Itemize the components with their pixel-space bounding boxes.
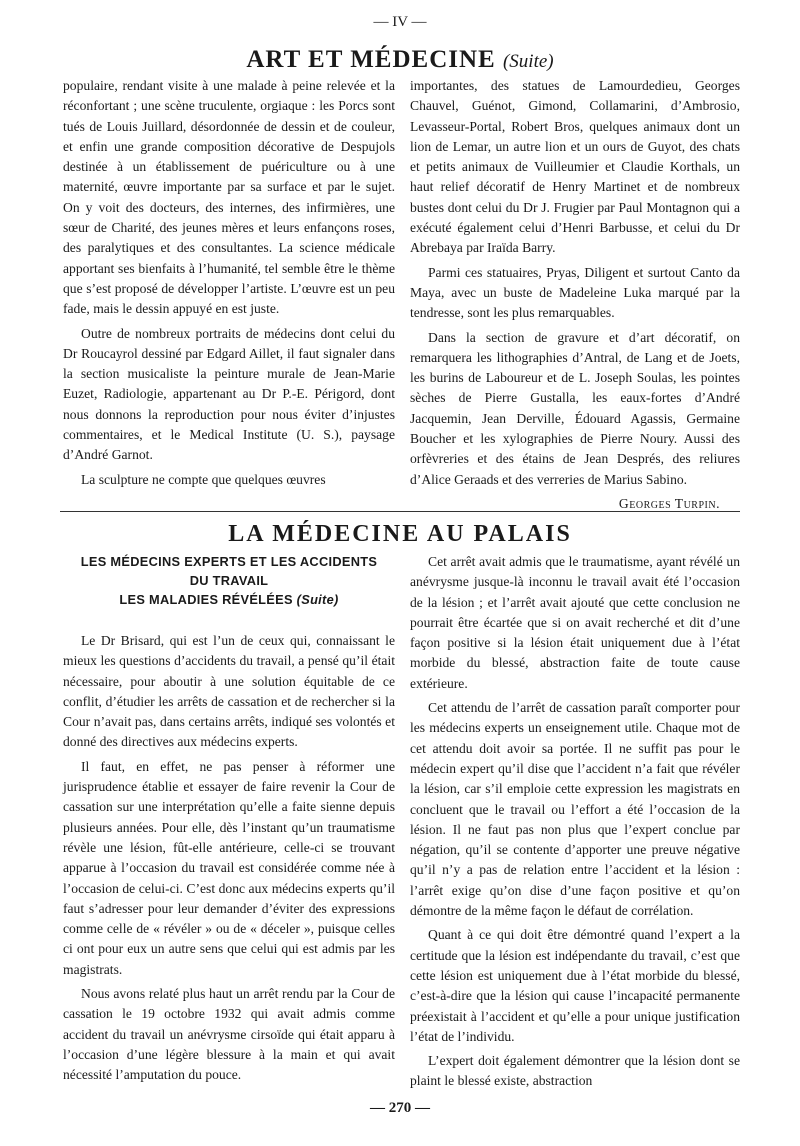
article-title-medecine-au-palais: LA MÉDECINE AU PALAIS <box>228 521 572 547</box>
paragraph: Cet attendu de l’arrêt de cassation paraît comporter pour les médecins experts un enseignement utile. Chaque mot de cet attendu doit avoir sa portée. Il ne suffit pas pour le médecin expert qu’il dise que l’accident n’a fait que révéler la lésion, car s’il emploie cette expression les magistrats en concluent que le travail ou l’effort a été l’occasion de la lésion. Il ne faut pas non plus que l’expert conclue par négation, qu’il se contente d’apporter une preuve négative qu’il n’y a pas de relation entre l’accident et la lésion : l’arrêt exige qu’on dise d’une façon positive et qu’on démontre de la même façon le défaut de corrélation. <box>410 700 740 919</box>
article-title-text: ART ET MÉDECINE <box>246 46 496 73</box>
article-title-suite: (Suite) <box>502 51 554 72</box>
subheading-text: LES MALADIES RÉVÉLÉES <box>119 592 293 607</box>
author-signature: Georges Turpin. <box>618 495 720 511</box>
section-divider <box>60 511 740 512</box>
paragraph: Parmi ces statuaires, Pryas, Diligent et surtout Canto da Maya, avec un buste de Madeleine Luka marqué par la tendresse, sont les plus remarquables. <box>410 264 740 321</box>
article1-right-column <box>410 76 740 514</box>
article1-left-column <box>63 76 395 490</box>
article2-right-column <box>410 552 740 1092</box>
paragraph: Il faut, en effet, ne pas penser à réformer une jurisprudence établie et essayer de faire revenir la Cour de cassation sur une interprétation qu’elle a faite sienne depuis plusieurs années. Pour elle, dès l’instant qu’un traumatisme révèle une lésion, fût-elle antérieure, celle-ci se trouvant apparue à l’occasion du travail est considérée comme née à l’occasion de celui-ci. C’est donc aux médecins experts qu’il faut s’adresser pour leur demander d’éviter des expressions comme celle de « révéler » ou de « déceler », puisque celles ci ont pour eux un autre sens que celui qui est admis par les magistrats. <box>63 758 395 977</box>
article2-left-column <box>63 552 395 1086</box>
running-head: — IV — <box>373 14 427 30</box>
subheading-line: LES MÉDECINS EXPERTS ET LES ACCIDENTS <box>80 554 378 569</box>
paragraph: Quant à ce qui doit être démontré quand l’expert a la certitude que la lésion est indépendante du travail, c’est que cette lésion est uniquement due à l’état morbide du blessé, c’est-à-dire que la lésion qui cause l’incapacité permanente préexistait à l’accident et qu’elle a pour unique justification l’état de l’individu. <box>410 927 740 1044</box>
paragraph: L’expert doit également démontrer que la lésion dont se plaint le blessé existe, abstraction <box>410 1053 740 1089</box>
paragraph: populaire, rendant visite à une malade à peine relevée et la réconfortant ; une scène truculente, orgiaque : les Porcs sont tués de Louis Juillard, désordonnée de dessin et de couleur, et enfin une grande composition décorative de Despujols destinée à un établissement de puériculture ou à une maternité, œuvre importante par sa surface et par le sujet. On y voit des docteurs, des internes, des infirmières, une sœur de Charité, des jeunes mères et leurs enfançons roses, des paralytiques et des consultantes. La science médicale apportant ses bienfaits à l’humanité, tel semble être le thème que s’est proposé de développer l’artiste. L’œuvre est un peu fade, mais le dessin appuyé en est juste. <box>63 78 395 317</box>
article2-subheadings <box>63 552 395 609</box>
paragraph: Le Dr Brisard, qui est l’un de ceux qui, connaissant le mieux les questions d’accidents du travail, a pensé qu’il était nécessaire, pour aboutir à une solution équitable de ce conflit, d’étudier les arrêts de cassation et de rechercher si la Cour n’avait pas, dans certains arrêts, indiqué ses volontés et donné des directives aux médecins experts. <box>63 633 395 750</box>
article-title-art-et-medecine <box>0 46 800 76</box>
subheading-line <box>63 590 395 609</box>
paragraph: Nous avons relaté plus haut un arrêt rendu par la Cour de cassation le 19 octobre 1932 qui avait admis comme accident du travail un anévrysme cirsoïde qui était apparu à l’occasion d’une légère blessure à la main et qui avait nécessité l’amputation du pouce. <box>63 986 395 1083</box>
paragraph: La sculpture ne compte que quelques œuvres <box>81 471 326 487</box>
paragraph: Outre de nombreux portraits de médecins dont celui du Dr Roucayrol dessiné par Edgard Aillet, il faut signaler dans la section musicaliste la peinture murale de Jean-Marie Euzet, Radiologie, appartenant au Dr P.-E. Périgord, dont nous donnons la reproduction pour nous éviter d’injustes commentaires, et le Medical Institute (U. S.), paysage d’André Garnot. <box>63 325 395 463</box>
subheading-line: DU TRAVAIL <box>189 573 269 588</box>
paragraph: Cet arrêt avait admis que le traumatisme, ayant révélé un anévrysme jusque-là inconnu le travail avait été l’occasion de la lésion ; et l’arrêt avait ajouté que cette conclusion ne pourrait être écartée que si on avait recherché et dit d’une façon positive si la lésion était uniquement due à l’état morbide du blessé, abstraction faite de toute cause extérieure. <box>410 554 740 691</box>
paragraph: importantes, des statues de Lamourdedieu, Georges Chauvel, Guénot, Gimond, Collamarini, d’Ambrosio, Levasseur-Portal, Robert Bros, quelques animaux dont un lion de Lemar, un autre lion et un ours de Guyot, des chats et petits animaux de Vuilleumier et Claudie Korthals, un haut relief décoratif de Henry Martinet et de nombreux bustes dont celui du Dr J. Frugier par Paul Montagnon qui a exécuté également celui d’Henri Barbusse, et celui du Dr Abrebaya par Iraïda Barry. <box>410 78 740 256</box>
paragraph: Dans la section de gravure et d’art décoratif, on remarquera les lithographies d’Antral, de Lang et de Joets, les burins de Laboureur et de L. Joseph Soulas, les pointes sèches de Pierre Gustalla, les eaux-fortes d’André Jacquemin, Jean Derville, Édouard Agassis, Germaine Boucher et les xylographies de Pierre Noury. Aussi des orfèvreries et des étains de Jean Després, des reliures d’Alice Geraads et des verreries de Marius Sabino. <box>410 329 740 487</box>
subheading-suite: (Suite) <box>296 592 339 607</box>
page-number: — 270 — <box>370 1100 430 1116</box>
